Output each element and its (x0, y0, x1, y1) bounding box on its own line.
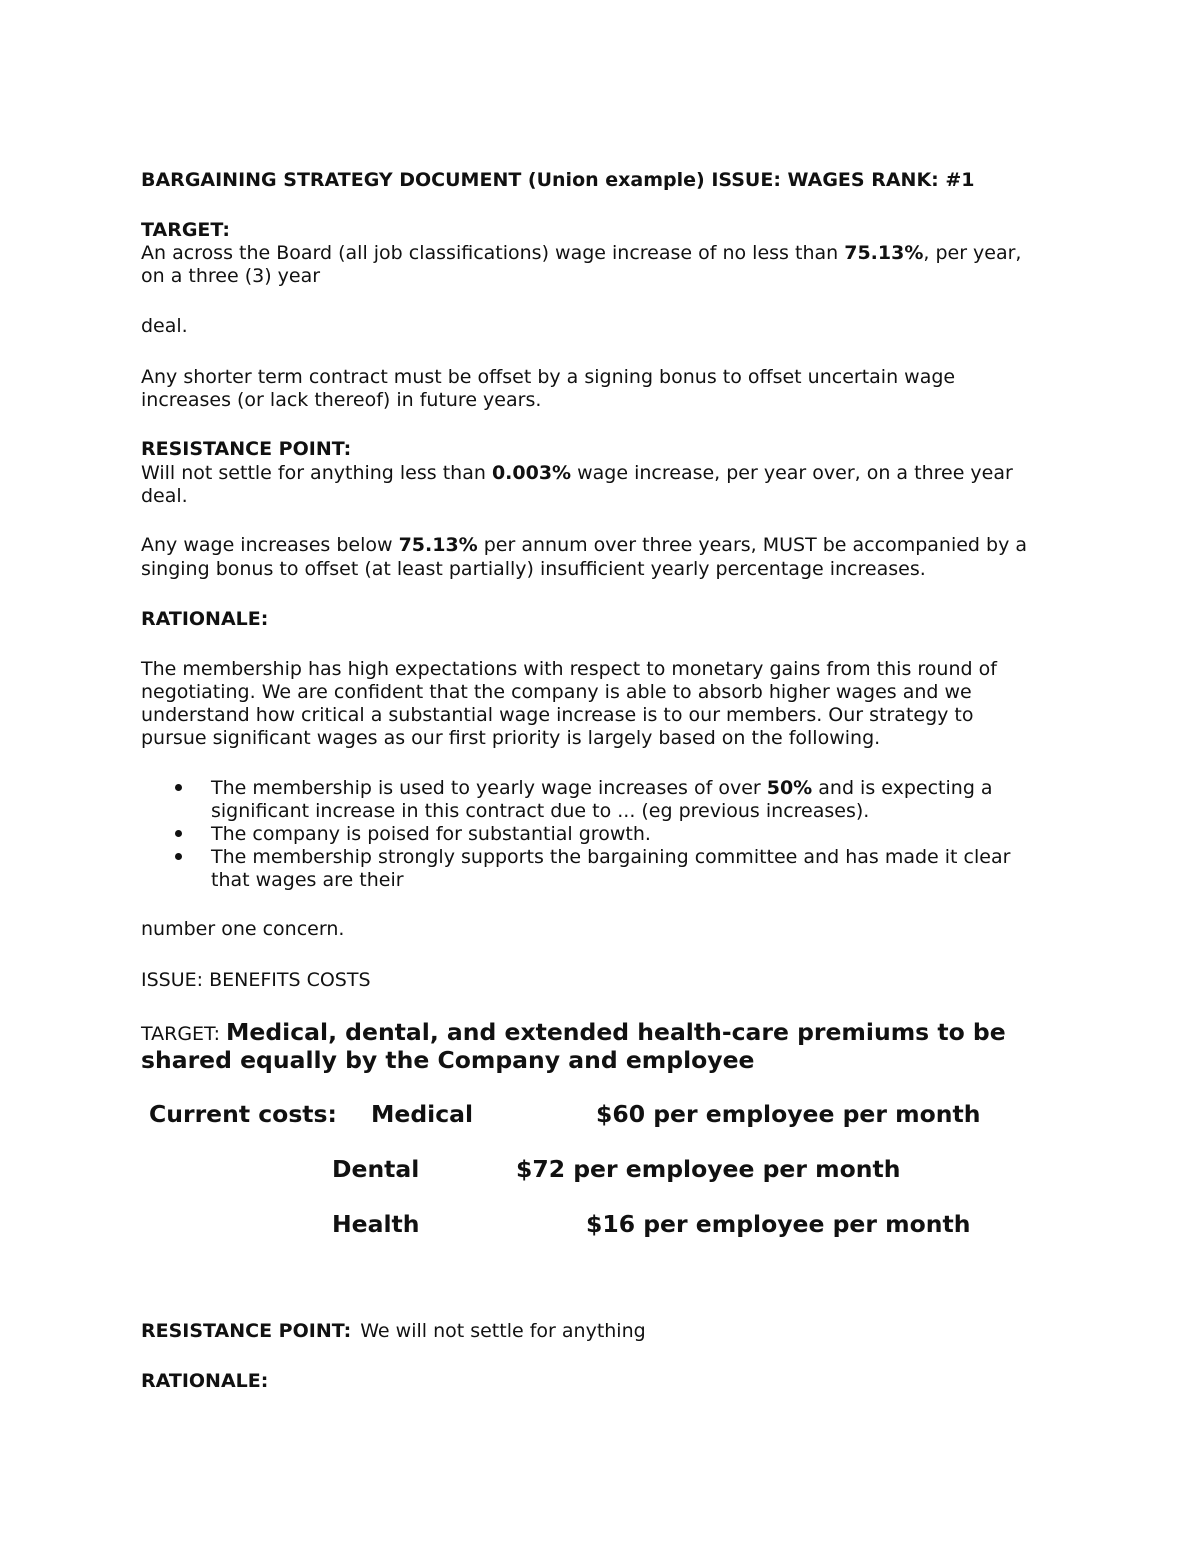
after-bullets-line: number one concern. (141, 918, 345, 940)
benefits-rationale-heading: RATIONALE: (141, 1370, 269, 1392)
wages-target-line-2: on a three (3) year (141, 265, 321, 287)
rationale-line-4: pursue significant wages as our first priority is largely based on the following. (141, 727, 881, 749)
bullet-1-line-1 (211, 777, 993, 800)
bullet-1-percent: 50% (766, 777, 813, 799)
below-increase-line-2: singing bonus to offset (at least partially) insufficient yearly percentage increases. (141, 558, 926, 580)
wages-target-text-a: An across the Board (all job classifications) wage increase of no less than (141, 242, 845, 264)
wages-target-line-1 (141, 242, 1021, 265)
shorter-term-line-1: Any shorter term contract must be offset by a signing bonus to offset uncertain wage (141, 366, 956, 388)
wages-target-text-b: , per year, (923, 242, 1022, 264)
rationale-line-1: The membership has high expectations with respect to monetary gains from this round of (141, 658, 997, 680)
bullet-dot-3 (175, 853, 182, 860)
wages-resistance-line-2: deal. (141, 485, 188, 507)
cost-amount-health: $16 per employee per month (586, 1210, 971, 1238)
benefits-resistance-text: We will not settle for anything (360, 1320, 646, 1342)
bullet-3-line-1: The membership strongly supports the bargaining committee and has made it clear (211, 846, 1011, 868)
benefits-resistance-label: RESISTANCE POINT: (141, 1320, 352, 1342)
wages-resistance-text-a: Will not settle for anything less than (141, 462, 492, 484)
wages-target-line-3: deal. (141, 315, 188, 337)
below-increase-text-b: per annum over three years, MUST be accompanied by a (477, 534, 1028, 556)
cost-item-dental: Dental (332, 1155, 420, 1183)
below-increase-percent: 75.13% (398, 534, 478, 556)
benefits-resistance-line (141, 1320, 646, 1343)
benefits-target-line-2: shared equally by the Company and employee (141, 1046, 755, 1074)
document-title: BARGAINING STRATEGY DOCUMENT (Union example) ISSUE: WAGES RANK: #1 (141, 169, 975, 191)
bullet-1-text-a: The membership is used to yearly wage increases of over (211, 777, 767, 799)
cost-item-health: Health (332, 1210, 420, 1238)
wages-rationale-heading: RATIONALE: (141, 608, 269, 630)
bullet-1-line-2: significant increase in this contract due to ... (eg previous increases). (211, 800, 870, 822)
bullet-1-text-b: and is expecting a (812, 777, 993, 799)
cost-amount-medical: $60 per employee per month (596, 1100, 981, 1128)
wages-target-percent: 75.13% (844, 242, 924, 264)
below-increase-line-1 (141, 534, 1027, 557)
benefits-target-label: TARGET: (141, 1023, 227, 1045)
wages-resistance-percent: 0.003% (491, 462, 572, 484)
shorter-term-line-2: increases (or lack thereof) in future years. (141, 389, 542, 411)
benefits-target-text: Medical, dental, and extended health-care premiums to be (226, 1018, 1006, 1046)
wages-resistance-line-1 (141, 462, 1013, 485)
wages-resistance-heading: RESISTANCE POINT: (141, 438, 352, 460)
cost-amount-dental: $72 per employee per month (516, 1155, 901, 1183)
below-increase-text-a: Any wage increases below (141, 534, 399, 556)
bullet-dot-2 (175, 830, 182, 837)
cost-item-medical: Medical (371, 1100, 474, 1128)
rationale-line-3: understand how critical a substantial wage increase is to our members. Our strategy to (141, 704, 974, 726)
bullet-3-line-2: that wages are their (211, 869, 404, 891)
benefits-target-line-1 (141, 1018, 1006, 1048)
wages-target-heading: TARGET: (141, 219, 230, 241)
current-costs-label: Current costs: (149, 1100, 337, 1128)
wages-resistance-text-b: wage increase, per year over, on a three year (571, 462, 1013, 484)
rationale-line-2: negotiating. We are confident that the company is able to absorb higher wages and we (141, 681, 972, 703)
bullet-dot-1 (175, 784, 182, 791)
benefits-issue-heading: ISSUE: BENEFITS COSTS (141, 969, 371, 991)
bullet-2: The company is poised for substantial growth. (211, 823, 651, 845)
